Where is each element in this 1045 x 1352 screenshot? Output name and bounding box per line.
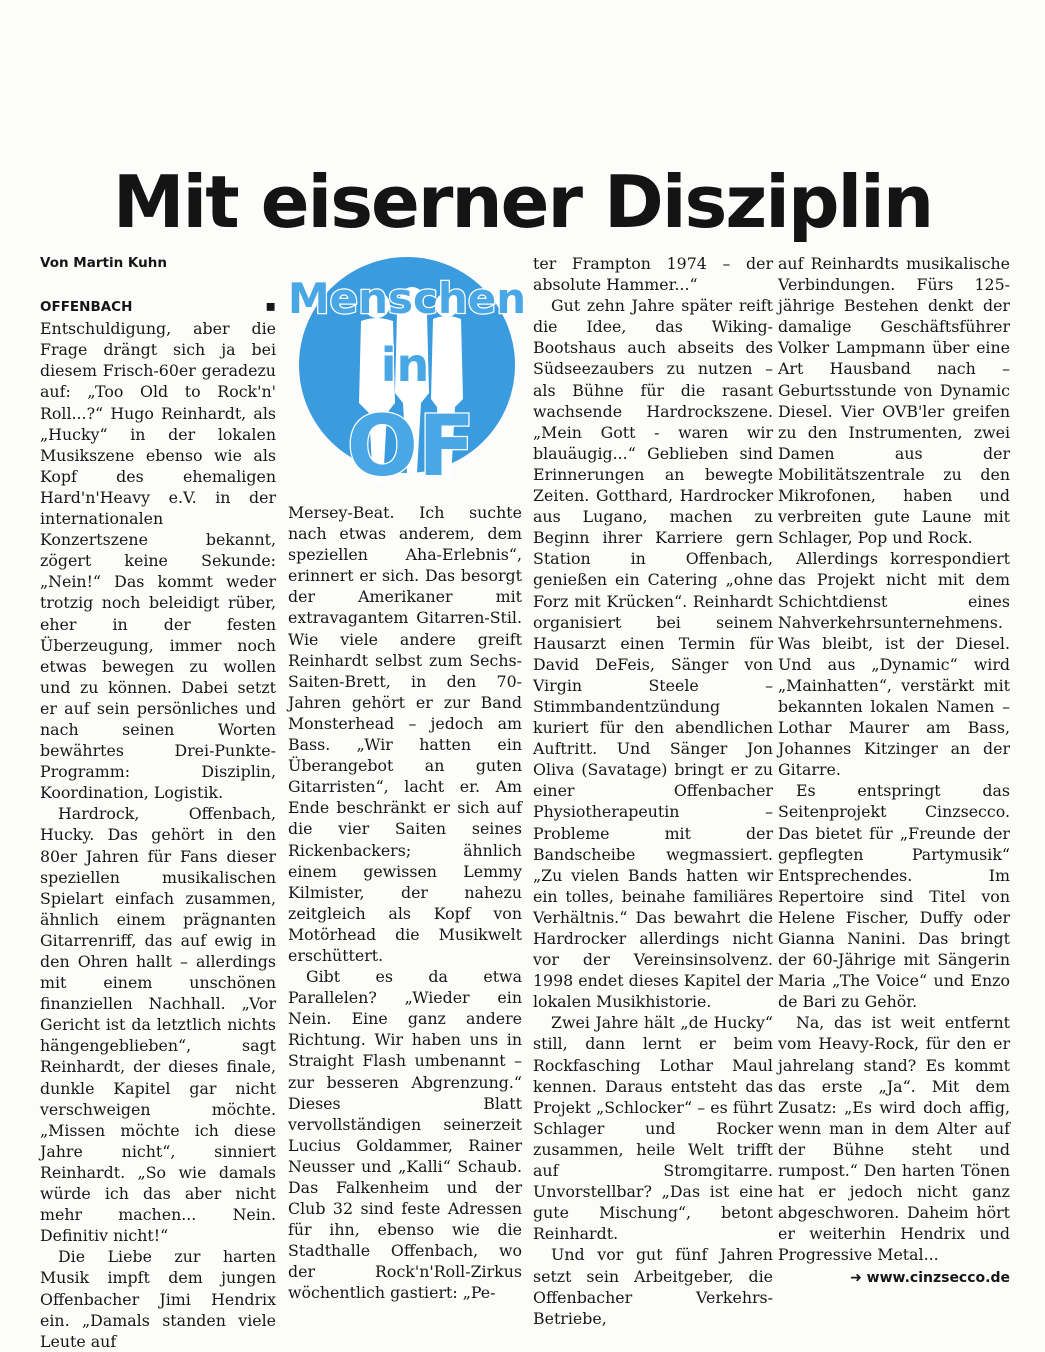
dateline: OFFENBACH bbox=[40, 299, 133, 316]
paragraph-text: Entschuldigung, aber die Frage drängt sich ja bei diesem Frisch-60er geradezu auf: „Too Old to Rock'n' Roll...?“ Hugo Reinhardt, als „Hucky“ in der lokalen Musikszene ebenso wie als Kopf des ehemaligen Hard'n'Heavy e.V. in der internationalen Konzertszene bekannt, zögert keine Sekunde: „Nein!“ Das kommt weder trotzig noch beleidigt rüber, eher in der festen Überzeugung, immer noch etwas bewegen zu wollen und zu können. Dabei setzt er auf sein persönliches und nach seinen Worten bewährtes Drei-Punkte-Programm: Disziplin, Koordination, Logistik. bbox=[40, 319, 276, 803]
rubric-word-menschen: Menschen bbox=[287, 274, 527, 323]
paragraph: Die Liebe zur harten Musik impft dem jungen Offenbacher Jimi Hendrix ein. „Damals standen viele Leute auf bbox=[40, 1247, 276, 1351]
paragraph: Na, das ist weit entfernt vom Heavy-Rock, für den er jahrelang stand? Es kommt das erste „Ja“. Mit dem Zusatz: „Es wird doch affig, wenn man in dem Alter auf der Bühne steht und rumpost.“ Den harten Tönen hat er jedoch nicht ganz abgeschworen. Daheim hört er weiterhin Hendrix und Progressive Metal... bbox=[778, 1013, 1010, 1265]
article-column-4 bbox=[778, 253, 1010, 1289]
byline: Von Martin Kuhn bbox=[40, 255, 167, 271]
headline: Mit eiserner Disziplin bbox=[112, 160, 933, 245]
paragraph: Es entspringt das Seitenprojekt Cinzsecco. Das bietet für „Freunde der gepflegten Partymusik“ Entsprechendes. Im Repertoire sind Titel von Helene Fischer, Duffy oder Gianna Nanini. Das bringt der 60-Jährige mit Sängerin Maria „The Voice“ und Enzo de Bari zu Gehör. bbox=[778, 781, 1010, 1012]
arrow-right-icon: ➜ bbox=[850, 1269, 862, 1286]
paragraph: Mersey-Beat. Ich suchte nach etwas anderem, dem speziellen Aha-Erlebnis“, erinnert er sich. Das besorgt der Amerikaner mit extravagantem Gitarren-Stil. Wie viele andere greift Reinhardt selbst zum Sechs-Saiten-Brett, in den 70-Jahren gehört er zur Band Monsterhead – jedoch am Bass. „Wir hatten ein Überangebot an guten Gitarristen“, lacht er. Am Ende beschränkt er sich auf die vier Saiten seines Rickenbackers; ähnlich einem gewissen Lemmy Kilmister, der nahezu zeitgleich als Kopf von Motörhead die Musikwelt erschüttert. bbox=[288, 503, 522, 965]
paragraph: Allerdings korrespondiert das Projekt nicht mit dem Schichtdienst eines Nahverkehrsunternehmens. Was bleibt, ist der Diesel. Und aus „Dynamic“ wird „Mainhatten“, verstärkt mit bekannten lokalen Namen – Lothar Maurer am Bass, Johannes Kitzinger an der Gitarre. bbox=[778, 549, 1010, 780]
paragraph: Gibt es da etwa Parallelen? „Wieder ein Nein. Eine ganz andere Richtung. Wir haben uns in Straight Flash umbenannt – zur besseren Abgrenzung.“ Dieses Blatt vervollständigen seinerzeit Lucius Goldammer, Rainer Neusser und „Kalli“ Schaub. Das Falkenheim und der Club 32 sind feste Adressen für ihn, ebenso wie die Stadthalle Offenbach, wo der Rock'n'Roll-Zirkus wöchentlich gastiert: „Pe- bbox=[288, 967, 522, 1303]
menschen-in-of-logo bbox=[287, 253, 527, 493]
paragraph: Und vor gut fünf Jahren setzt sein Arbeitgeber, die Offenbacher Verkehrs-Betriebe, bbox=[533, 1245, 773, 1328]
article-column-1 bbox=[40, 253, 276, 1352]
website-link-text[interactable]: www.cinzsecco.de bbox=[866, 1269, 1010, 1286]
paragraph: ter Frampton 1974 – der absolute Hammer...“ bbox=[533, 254, 773, 295]
paragraph: Zwei Jahre hält „de Hucky“ still, dann lernt er beim Rockfasching Lothar Maul kennen. Daraus entsteht das Projekt „Schlocker“ – es führt Schlager und Rocker zusammen, heile Welt trifft auf Stromgitarre. Unvorstellbar? „Das ist eine gute Mischung“, betont Reinhardt. bbox=[533, 1013, 773, 1244]
rubric-word-in: in bbox=[380, 338, 430, 392]
paragraph: Gut zehn Jahre später reift die Idee, das Wiking-Bootshaus auch abseits des Südseezaubers zu nutzen – als Bühne für die rasant wachsende Hardrockszene. „Mein Gott - waren wir blauäugig...“ Geblieben sind Erinnerungen an bewegte Zeiten. Gotthard, Hardrocker aus Lugano, machen zu Beginn ihrer Karriere gern Station in Offenbach, genießen ein Catering „ohne Forz mit Krücken“. Reinhardt organisiert bei seinem Hausarzt einen Termin für David DeFeis, Sänger von Virgin Steele – Stimmbandentzündung kuriert für den abendlichen Auftritt. Und Sänger Jon Oliva (Savatage) bringt er zu einer Offenbacher Physiotherapeutin – Probleme mit der Bandscheibe wegmassiert. „Zu vielen Bands hatten wir ein tolles, beinahe familiäres Verhältnis.“ Das bewahrt die Hardrocker allerdings nicht vor der Vereinsinsolvenz. 1998 endet dieses Kapitel der lokalen Musikhistorie. bbox=[533, 296, 773, 1012]
rubric-word-of: OF bbox=[346, 397, 476, 493]
article-column-2 bbox=[288, 502, 522, 1304]
dateline-separator-icon: ▪ bbox=[265, 296, 276, 316]
paragraph bbox=[40, 295, 276, 803]
rubric-logo bbox=[287, 253, 527, 493]
paragraph: auf Reinhardts musikalische Verbindungen. Fürs 125-jährige Bestehen denkt der damalige Geschäftsführer Volker Lampmann über eine Art Hausband nach – Geburtsstunde von Dynamic Diesel. Vier OVB'ler greifen zu den Instrumenten, zwei Damen aus der Mobilitätszentrale zu den Mikrofonen, haben und verbreiten gute Laune mit Schlager, Pop und Rock. bbox=[778, 254, 1010, 548]
paragraph: Hardrock, Offenbach, Hucky. Das gehört in den 80er Jahren für Fans dieser speziellen musikalischen Spielart einfach zusammen, ähnlich einem prägnanten Gitarrenriff, das auf ewig in den Ohren hallt – allerdings mit einem unschönen finanziellen Nachhall. „Vor Gericht ist da letztlich nichts hängengeblieben“, sagt Reinhardt, der dieses finale, dunkle Kapitel gar nicht verschweigen möchte. „Missen möchte ich diese Jahre nicht“, sinniert Reinhardt. „So wie damals würde ich das aber nicht mehr machen... Nein. Definitiv nicht!“ bbox=[40, 804, 276, 1246]
article-column-3 bbox=[533, 253, 773, 1329]
website-link[interactable] bbox=[778, 1268, 1010, 1289]
